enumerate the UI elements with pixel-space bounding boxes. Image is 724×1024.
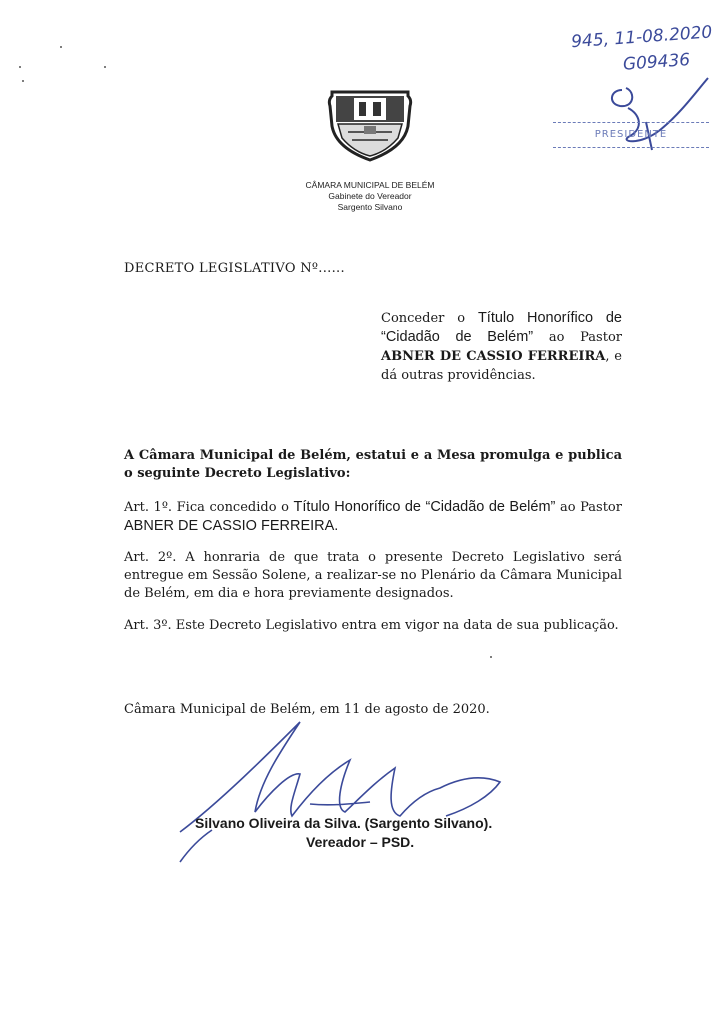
preamble: A Câmara Municipal de Belém, estatui e a Mesa promulga e publica o seguinte Decreto Legislativo: <box>124 448 622 481</box>
signatory-name: Silvano Oliveira da Silva. (Sargento Silvano). <box>195 815 493 831</box>
title-phrase: Título Honorífico de “Cidadão de Belém” <box>381 310 622 345</box>
article-3: Art. 3º. Este Decreto Legislativo entra em vigor na data de sua publicação. <box>124 618 619 633</box>
ementa-text: ao Pastor <box>533 330 622 345</box>
decree-title: DECRETO LEGISLATIVO Nº...... <box>124 261 345 276</box>
article-2: Art. 2º. A honraria de que trata o presente Decreto Legislativo será entregue em Sessão Solene, a realizar-se no Plenário da Câmara Municipal de Belém, em dia e hora previamente designados. <box>124 550 622 601</box>
handwritten-note-line: 945, 11-08.2020 <box>570 22 713 53</box>
signatory-role: Vereador – PSD. <box>306 834 415 850</box>
ementa-text: , e dá outras providências. <box>381 349 622 383</box>
scan-speck <box>60 46 62 48</box>
office-name: Gabinete do Vereador <box>328 191 412 201</box>
article-text: ao Pastor <box>555 500 622 515</box>
scan-speck <box>104 66 106 68</box>
handwritten-note-line: G09436 <box>622 50 691 75</box>
article-text: Art. 1º. Fica concedido o <box>124 500 294 515</box>
scan-speck <box>19 66 21 68</box>
scan-speck <box>22 80 24 82</box>
ementa-text: Conceder o <box>381 311 478 326</box>
honoree-name: ABNER DE CASSIO FERREIRA. <box>124 518 339 534</box>
city-crest-icon <box>326 86 414 162</box>
title-phrase: Título Honorífico de “Cidadão de Belém” <box>293 499 556 515</box>
place-and-date: Câmara Municipal de Belém, em 11 de agosto de 2020. <box>124 702 490 717</box>
honoree-name: ABNER DE CASSIO FERREIRA <box>381 349 606 364</box>
article-1 <box>124 498 622 536</box>
ementa <box>381 309 622 385</box>
institution-name: CÂMARA MUNICIPAL DE BELÉM <box>305 180 435 190</box>
received-stamp: PRESIDENTE <box>553 122 709 148</box>
councillor-name: Sargento Silvano <box>337 202 403 212</box>
letterhead <box>220 180 520 213</box>
scan-speck <box>490 656 492 658</box>
